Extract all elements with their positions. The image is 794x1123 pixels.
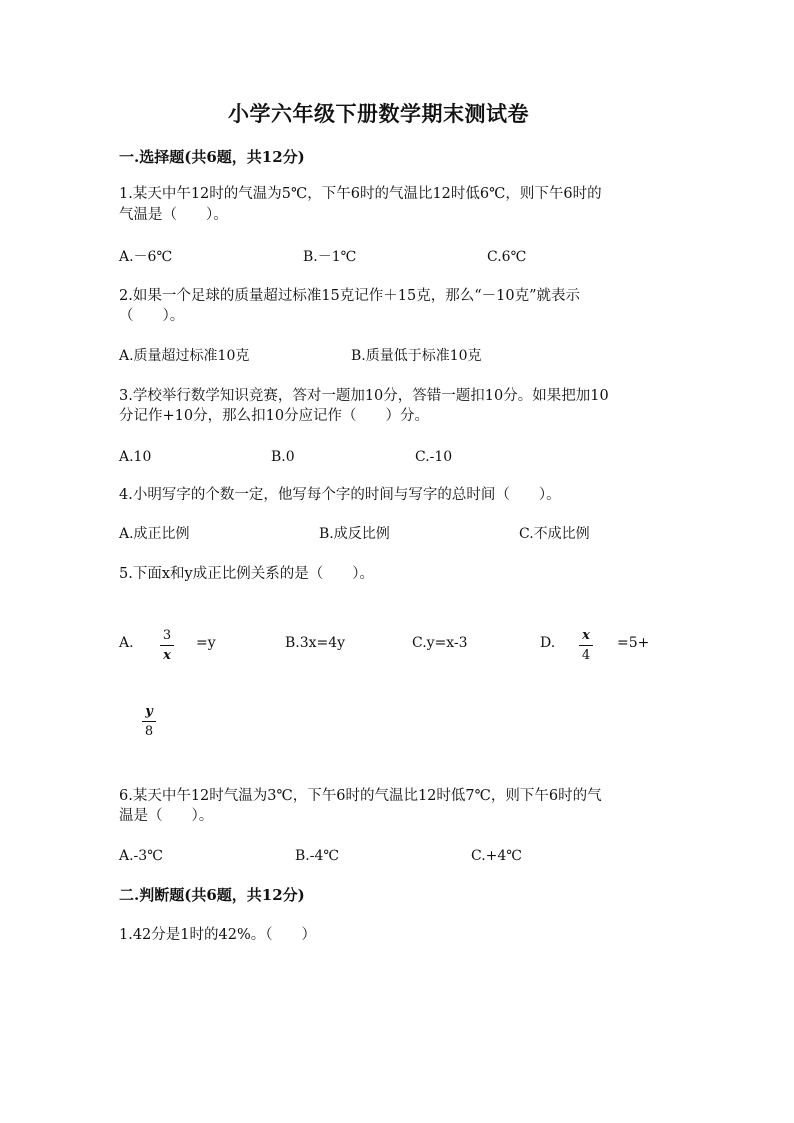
question-2-option-a[interactable]: A.质量超过标准10克 bbox=[119, 348, 250, 364]
question-5-line1: 5.下面x和y成正比例关系的是（ ）。 bbox=[119, 566, 374, 582]
fraction-bar bbox=[160, 645, 174, 646]
question-3-line1: 3.学校举行数学知识竞赛，答对一题加10分，答错一题扣10分。如果把加10 bbox=[119, 388, 609, 404]
section-heading-choice: 一.选择题(共6题，共12分) bbox=[119, 148, 305, 166]
fraction-numerator: x bbox=[582, 628, 590, 643]
question-6-option-a[interactable]: A.-3℃ bbox=[119, 848, 163, 864]
question-3-line2: 分记作+10分，那么扣10分应记作（ ）分。 bbox=[119, 408, 430, 424]
fraction-denominator: x bbox=[163, 648, 171, 663]
fraction-bar bbox=[579, 645, 593, 646]
section-heading-judgement: 二.判断题(共6题，共12分) bbox=[119, 886, 305, 904]
fraction-numerator: y bbox=[145, 704, 153, 719]
question-3-option-c[interactable]: C.-10 bbox=[415, 449, 453, 465]
question-2-line1: 2.如果一个足球的质量超过标准15克记作＋15克，那么“－10克”就表示 bbox=[119, 288, 581, 304]
question-2-line2: （ ）。 bbox=[119, 308, 185, 324]
fraction-denominator: 8 bbox=[144, 724, 154, 739]
question-4-option-a[interactable]: A.成正比例 bbox=[119, 526, 190, 542]
question-6-option-b[interactable]: B.-4℃ bbox=[295, 848, 340, 864]
question-5-option-b[interactable]: B.3x=4y bbox=[285, 635, 346, 651]
fraction-y-over-8 bbox=[142, 705, 156, 738]
question-6-line1: 6.某天中午12时气温为3℃，下午6时的气温比12时低7℃，则下午6时的气 bbox=[119, 788, 602, 804]
question-4-option-b[interactable]: B.成反比例 bbox=[319, 526, 390, 542]
fraction-numerator: 3 bbox=[162, 628, 172, 643]
question-1-line2: 气温是（ ）。 bbox=[119, 207, 228, 223]
judgement-question-1: 1.42分是1时的42%。（ ） bbox=[119, 927, 316, 943]
option-d-label: D. bbox=[540, 635, 556, 651]
question-1-option-b[interactable]: B.－1℃ bbox=[303, 249, 357, 265]
question-4-line1: 4.小明写字的个数一定，他写每个字的时间与写字的总时间（ ）。 bbox=[119, 487, 561, 503]
question-1-option-c[interactable]: C.6℃ bbox=[487, 249, 527, 265]
question-3-option-a[interactable]: A.10 bbox=[119, 449, 152, 465]
option-d-tail: =5+ bbox=[617, 635, 650, 651]
question-4-option-c[interactable]: C.不成比例 bbox=[519, 526, 590, 542]
question-6-line2: 温是（ ）。 bbox=[119, 808, 214, 824]
fraction-denominator: 4 bbox=[581, 648, 591, 663]
option-a-tail: =y bbox=[196, 635, 216, 651]
question-3-option-b[interactable]: B.0 bbox=[271, 449, 295, 465]
fraction-bar bbox=[142, 721, 156, 722]
question-1-line1: 1.某天中午12时的气温为5℃，下午6时的气温比12时低6℃，则下午6时的 bbox=[119, 186, 602, 202]
question-5-option-c[interactable]: C.y=x-3 bbox=[412, 635, 468, 651]
option-a-label: A. bbox=[119, 635, 134, 651]
page-title: 小学六年级下册数学期末测试卷 bbox=[228, 101, 529, 126]
fraction-x-over-4 bbox=[579, 629, 593, 662]
question-2-option-b[interactable]: B.质量低于标准10克 bbox=[351, 348, 482, 364]
fraction-3-over-x bbox=[160, 629, 174, 662]
question-6-option-c[interactable]: C.+4℃ bbox=[471, 848, 522, 864]
question-1-option-a[interactable]: A.－6℃ bbox=[119, 249, 173, 265]
